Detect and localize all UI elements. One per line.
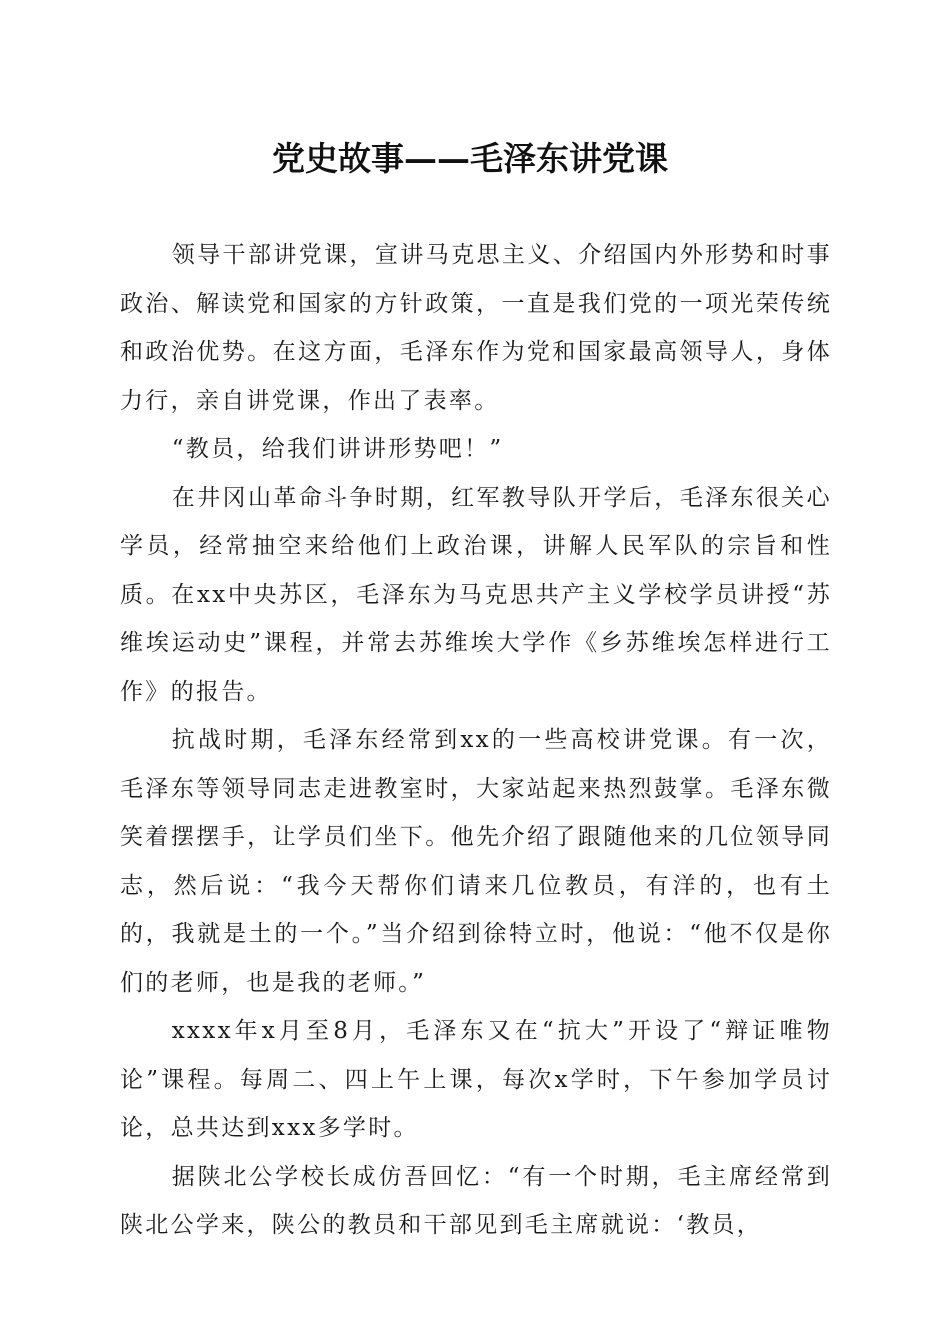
paragraph-recollection: 据陕北公学校长成仿吾回忆：“有一个时期，毛主席经常到陕北公学来，陕公的教员和干部见到毛主席就说：‘教员， bbox=[120, 1163, 832, 1238]
document-body bbox=[120, 231, 832, 1250]
paragraph-dialectics-course: xxxx年x月至8月，毛泽东又在“抗大”开设了“辩证唯物论”课程。每周二、四上午上课，每次x学时，下午参加学员讨论，总共达到xxx多学时。 bbox=[120, 1018, 832, 1141]
paragraph-anti-war-period: 抗战时期，毛泽东经常到xx的一些高校讲党课。有一次，毛泽东等领导同志走进教室时，大家站起来热烈鼓掌。毛泽东微笑着摆摆手，让学员们坐下。他先介绍了跟随他来的几位领导同志，然后说：“我今天帮你们请来几位教员，有洋的，也有土的，我就是土的一个。”当介绍到徐特立时，他说：“他不仅是你们的老师，也是我的老师。” bbox=[120, 727, 832, 996]
paragraph-jinggangshan: 在井冈山革命斗争时期，红军教导队开学后，毛泽东很关心学员，经常抽空来给他们上政治课，讲解人民军队的宗旨和性质。在xx中央苏区，毛泽东为马克思共产主义学校学员讲授“苏维埃运动史”课程，并常去苏维埃大学作《乡苏维埃怎样进行工作》的报告。 bbox=[120, 484, 832, 705]
document-title: 党史故事——毛泽东讲党课 bbox=[272, 139, 668, 178]
paragraph-quote-heading: “教员，给我们讲讲形势吧！” bbox=[171, 436, 504, 462]
paragraph-intro: 领导干部讲党课，宣讲马克思主义、介绍国内外形势和时事政治、解读党和国家的方针政策，一直是我们党的一项光荣传统和政治优势。在这方面，毛泽东作为党和国家最高领导人，身体力行，亲自讲党课，作出了表率。 bbox=[120, 242, 832, 414]
